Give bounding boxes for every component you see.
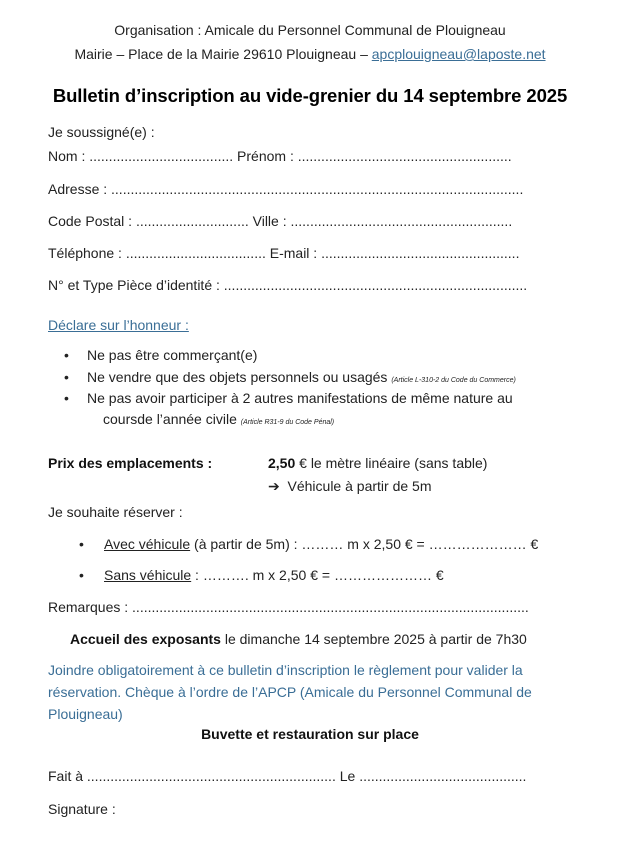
bullet-icon: • [79,567,84,583]
organisation-line: Organisation : Amicale du Personnel Communal de Plouigneau [114,22,506,38]
nom-prenom-field: Nom : ..................................... Prénom : ....................................................... [48,148,512,164]
buvette-line: Buvette et restauration sur place [201,726,419,742]
reservation-intro: Je souhaite réserver : [48,504,183,520]
bullet-icon: • [64,369,69,385]
joindre-line-3: Plouigneau) [48,706,123,722]
address-line [0,46,620,62]
page-title: Bulletin d’inscription au vide-grenier du 14 septembre 2025 [52,85,568,106]
prix-value [268,455,487,471]
declaration-item-3 [87,390,513,406]
avec-vehicule-line [104,536,538,552]
vehicle-note: Véhicule à partir de 5m [287,478,432,494]
declaration-item-note: (Article L-310-2 du Code du Commerce) [391,377,516,384]
vehicle-line [268,478,431,495]
declaration-item-text: Ne vendre que des objets personnels ou usagés [87,369,388,385]
prix-amount-rest: € le mètre linéaire (sans table) [295,455,488,471]
prix-label: Prix des emplacements : [48,455,213,471]
bullet-icon: • [64,390,69,406]
declaration-item-text: Ne pas être commerçant(e) [87,347,258,363]
piece-identite-field: N° et Type Pièce d’identité : .............................................................................. [48,277,528,293]
declaration-item-note: (Article R31-9 du Code Pénal) [240,419,335,426]
fait-a-field: Fait à ................................................................ Le ........................................... [48,768,527,784]
remarques-field: Remarques : ...................................................................................................... [48,599,529,615]
declaration-item-3-cont [103,411,334,427]
declaration-heading: Déclare sur l’honneur : [48,317,189,333]
intro-soussigne: Je soussigné(e) : [48,124,155,140]
adresse-field: Adresse : .......................................................................................................... [48,181,524,197]
accueil-line [70,631,527,647]
avec-vehicule-rest: (à partir de 5m) : ……… m x 2,50 € = ………………… € [190,536,539,552]
address-text: Mairie – Place de la Mairie 29610 Plouigneau – [74,46,372,62]
bullet-icon: • [79,536,84,552]
joindre-line-1: Joindre obligatoirement à ce bulletin d’inscription le règlement pour valider la [48,662,523,678]
prix-amount: 2,50 [268,455,296,471]
sans-vehicule-line [104,567,444,583]
declaration-item-text-cont: coursde l’année civile [103,411,237,427]
sans-vehicule-label: Sans véhicule [104,567,192,583]
declaration-item-1 [87,347,257,363]
arrow-icon: ➔ [268,478,280,494]
avec-vehicule-label: Avec véhicule [104,536,191,552]
declaration-item-2 [87,369,516,385]
email-link[interactable]: apcplouigneau@laposte.net [371,46,546,62]
signature-label: Signature : [48,801,116,817]
declaration-item-text: Ne pas avoir participer à 2 autres manifestations de même nature au [87,390,513,406]
accueil-bold: Accueil des exposants [70,631,221,647]
joindre-line-2: réservation. Chèque à l’ordre de l’APCP (Amicale du Personnel Communal de [48,684,532,700]
code-postal-ville-field: Code Postal : ............................. Ville : ......................................................... [48,213,513,229]
sans-vehicule-rest: : ………. m x 2,50 € = ………………… € [191,567,444,583]
telephone-email-field: Téléphone : .................................... E-mail : ................................................... [48,245,520,261]
bullet-icon: • [64,347,69,363]
accueil-rest: le dimanche 14 septembre 2025 à partir de 7h30 [220,631,527,647]
